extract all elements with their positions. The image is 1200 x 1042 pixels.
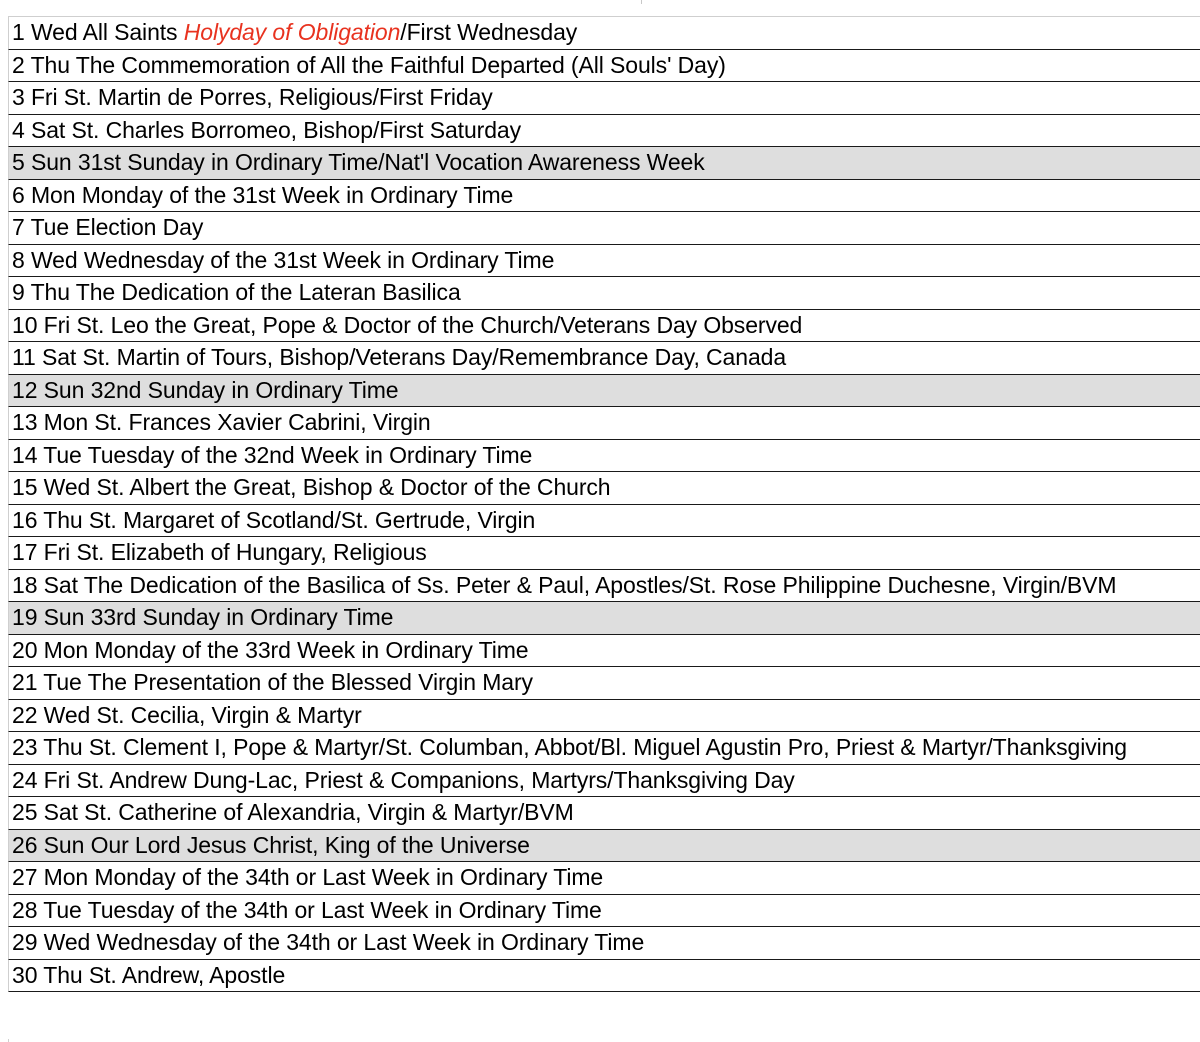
row-text: 12 Sun 32nd Sunday in Ordinary Time [12, 376, 399, 403]
calendar-row[interactable] [8, 245, 1200, 278]
calendar-row[interactable] [8, 895, 1200, 928]
calendar-row[interactable] [8, 82, 1200, 115]
row-text: 30 Thu St. Andrew, Apostle [12, 961, 286, 988]
row-text: 17 Fri St. Elizabeth of Hungary, Religious [12, 539, 427, 565]
calendar-row[interactable] [8, 472, 1200, 505]
row-text: 27 Mon Monday of the 34th or Last Week in Ordinary Time [12, 864, 604, 890]
calendar-row[interactable] [8, 537, 1200, 570]
calendar-row[interactable] [8, 960, 1200, 993]
calendar-row[interactable] [8, 180, 1200, 213]
calendar-row[interactable] [8, 212, 1200, 245]
row-text: 18 Sat The Dedication of the Basilica of Ss. Peter & Paul, Apostles/St. Rose Philippine Duchesne, Virgin/BVM [12, 571, 1117, 598]
row-text: 25 Sat St. Catherine of Alexandria, Virgin & Martyr/BVM [12, 799, 574, 825]
calendar-row[interactable] [8, 797, 1200, 830]
calendar-row[interactable] [8, 570, 1200, 603]
calendar-sheet [8, 16, 1200, 992]
calendar-row[interactable] [8, 310, 1200, 343]
calendar-row[interactable] [8, 407, 1200, 440]
row-text: 5 Sun 31st Sunday in Ordinary Time/Nat'l Vocation Awareness Week [12, 149, 705, 175]
row-text-suffix: /First Wednesday [400, 19, 578, 45]
row-text: 20 Mon Monday of the 33rd Week in Ordinary Time [12, 636, 529, 663]
holyday-label: Holyday of Obligation [183, 19, 401, 45]
calendar-row[interactable] [8, 115, 1200, 148]
calendar-row[interactable] [8, 765, 1200, 798]
calendar-row[interactable] [8, 927, 1200, 960]
row-text: 1 Wed All Saints [12, 19, 184, 45]
row-text: 21 Tue The Presentation of the Blessed Virgin Mary [12, 669, 533, 695]
calendar-row[interactable] [8, 862, 1200, 895]
row-text: 13 Mon St. Frances Xavier Cabrini, Virgin [12, 409, 431, 435]
row-text: 2 Thu The Commemoration of All the Faithful Departed (All Souls' Day) [12, 51, 726, 78]
row-text: 14 Tue Tuesday of the 32nd Week in Ordinary Time [12, 441, 533, 468]
row-text: 23 Thu St. Clement I, Pope & Martyr/St. Columban, Abbot/Bl. Miguel Agustin Pro, Priest & Martyr/Thanksgiving [12, 734, 1127, 760]
row-text: 11 Sat St. Martin of Tours, Bishop/Veterans Day/Remembrance Day, Canada [12, 344, 787, 370]
calendar-row[interactable] [8, 342, 1200, 375]
row-text: 15 Wed St. Albert the Great, Bishop & Doctor of the Church [12, 474, 611, 500]
row-text: 7 Tue Election Day [12, 214, 204, 240]
row-text: 9 Thu The Dedication of the Lateran Basilica [12, 279, 461, 305]
sheet-top-strip [0, 0, 1200, 16]
row-text: 10 Fri St. Leo the Great, Pope & Doctor of the Church/Veterans Day Observed [12, 311, 803, 338]
calendar-row-sunday[interactable] [8, 830, 1200, 863]
calendar-row[interactable] [8, 700, 1200, 733]
row-text: 4 Sat St. Charles Borromeo, Bishop/First Saturday [12, 116, 521, 143]
row-text: 8 Wed Wednesday of the 31st Week in Ordinary Time [12, 246, 555, 273]
calendar-row[interactable] [8, 440, 1200, 473]
row-text: 3 Fri St. Martin de Porres, Religious/First Friday [12, 84, 493, 110]
calendar-row[interactable] [8, 17, 1200, 50]
row-text: 28 Tue Tuesday of the 34th or Last Week in Ordinary Time [12, 896, 602, 923]
row-text: 22 Wed St. Cecilia, Virgin & Martyr [12, 701, 362, 728]
calendar-row[interactable] [8, 635, 1200, 668]
calendar-row[interactable] [8, 667, 1200, 700]
calendar-row-sunday[interactable] [8, 147, 1200, 180]
calendar-row[interactable] [8, 277, 1200, 310]
row-text: 6 Mon Monday of the 31st Week in Ordinary Time [12, 181, 514, 208]
calendar-row-sunday[interactable] [8, 602, 1200, 635]
row-text: 26 Sun Our Lord Jesus Christ, King of the Universe [12, 831, 530, 858]
row-text: 16 Thu St. Margaret of Scotland/St. Gertrude, Virgin [12, 506, 536, 533]
row-text: 19 Sun 33rd Sunday in Ordinary Time [12, 604, 394, 630]
column-marker [641, 0, 642, 4]
row-text: 24 Fri St. Andrew Dung-Lac, Priest & Companions, Martyrs/Thanksgiving Day [12, 766, 795, 793]
calendar-row[interactable] [8, 50, 1200, 83]
calendar-row[interactable] [8, 505, 1200, 538]
calendar-row-sunday[interactable] [8, 375, 1200, 408]
row-text: 29 Wed Wednesday of the 34th or Last Week in Ordinary Time [12, 929, 645, 955]
calendar-row[interactable] [8, 732, 1200, 765]
